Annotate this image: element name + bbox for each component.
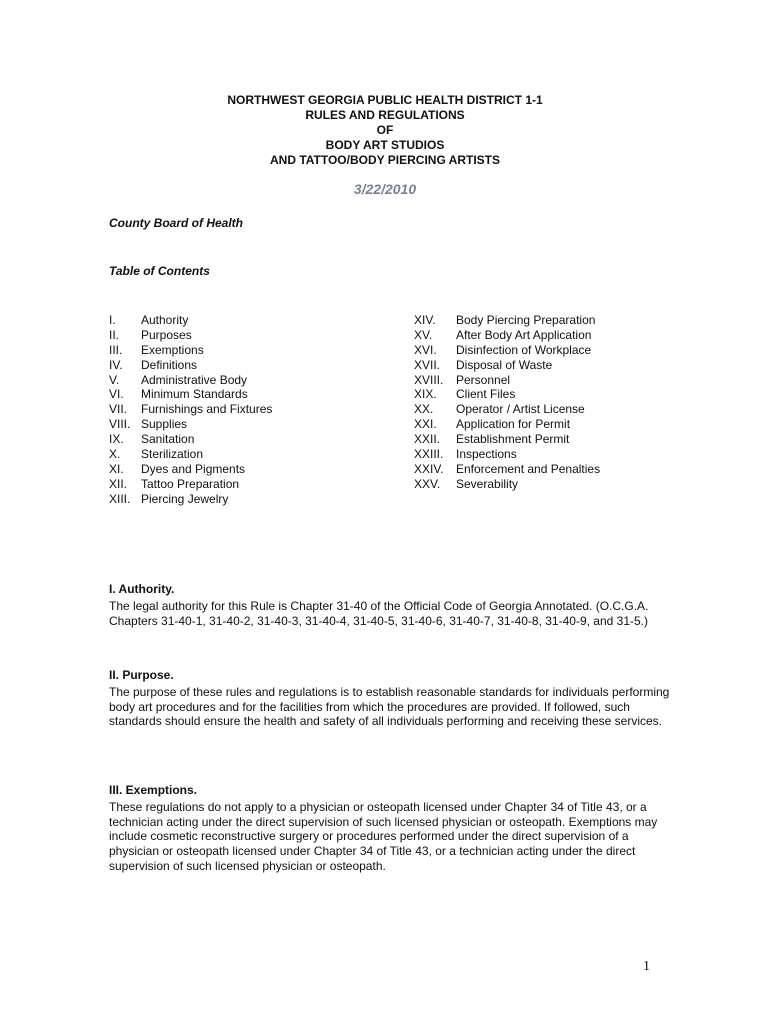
toc-entry-number: XXI.: [414, 417, 437, 432]
toc-entry-title: Client Files: [456, 387, 516, 402]
toc-entry-title: Tattoo Preparation: [141, 476, 240, 491]
toc-entry-title: Purposes: [141, 327, 192, 342]
toc-entry-title: Sterilization: [141, 447, 204, 462]
toc-entry-number: XI.: [109, 461, 124, 476]
section-body: These regulations do not apply to a physician or osteopath licensed under Chapter 34 of Title 43, or a technician acting under the direct supervision of such licensed physician or osteopath. Exemptions may include cosmetic reconstructive surgery or procedures performed under the direct supervision of a physician or osteopath licensed under Chapter 34 of Title 43, or a technician acting under the direct supervision of such licensed physician or osteopath.: [109, 799, 658, 873]
toc-entry-number: XIII.: [109, 491, 131, 506]
toc-entry-title: Severability: [456, 476, 519, 491]
toc-entry-number: XXIV.: [414, 461, 444, 476]
toc-entry-number: XVII.: [414, 357, 441, 372]
section-body: The purpose of these rules and regulations is to establish reasonable standards for individuals performing body art procedures and for the facilities from which the procedures are provided. If followed, such standards should ensure the health and safety of all individuals performing and receiving these services.: [109, 684, 670, 729]
toc-entry-number: III.: [109, 342, 123, 357]
section-heading: II. Purpose.: [109, 668, 174, 682]
toc-entry-number: IV.: [109, 357, 123, 372]
toc-entry-number: XXV.: [414, 476, 441, 491]
toc-entry-number: X.: [109, 447, 121, 462]
toc-entry-number: XXIII.: [414, 447, 444, 462]
board-name: County Board of Health: [109, 216, 243, 230]
toc-entry-title: After Body Art Application: [456, 327, 592, 342]
toc-entry-title: Sanitation: [141, 432, 195, 447]
toc-entry-number: XVI.: [414, 342, 437, 357]
toc-entry-title: Disposal of Waste: [456, 357, 553, 372]
toc-entry-title: Definitions: [141, 357, 198, 372]
document-title: [0, 93, 770, 168]
toc-entry-title: Supplies: [141, 417, 188, 432]
title-line: NORTHWEST GEORGIA PUBLIC HEALTH DISTRICT 1-1: [227, 93, 543, 107]
toc-entry-title: Enforcement and Penalties: [456, 461, 601, 476]
page-number: 1: [643, 959, 650, 974]
title-line: RULES AND REGULATIONS: [305, 108, 465, 122]
toc-entry-number: VI.: [109, 387, 124, 402]
title-line: AND TATTOO/BODY PIERCING ARTISTS: [269, 153, 500, 167]
toc-entry-title: Minimum Standards: [141, 387, 248, 402]
toc-entry-title: Operator / Artist License: [456, 402, 585, 417]
toc-entry-number: I.: [109, 313, 116, 327]
section-authority: [109, 582, 679, 628]
toc-entry-number: V.: [109, 372, 120, 387]
toc-entry-title: Exemptions: [141, 342, 204, 357]
section-body: The legal authority for this Rule is Chapter 31-40 of the Official Code of Georgia Annotated. (O.C.G.A. Chapters 31-40-1, 31-40-2, 31-40-3, 31-40-4, 31-40-5, 31-40-6, 31-40-7, 31-40-8, 31-40-9, and 31-5.): [109, 598, 649, 628]
section-heading: I. Authority.: [109, 582, 175, 596]
toc-entry-number: XX.: [414, 402, 434, 417]
toc-entry-title: Personnel: [456, 372, 511, 387]
document-date: 3/22/2010: [353, 181, 417, 197]
toc-entry-title: Body Piercing Preparation: [456, 313, 596, 327]
toc-entry-number: VIII.: [109, 417, 131, 432]
toc-entry-number: IX.: [109, 432, 124, 447]
toc-entry-title: Inspections: [456, 447, 517, 462]
section-purpose: [109, 668, 679, 729]
section-exemptions: [109, 783, 679, 874]
toc-entry-title: Piercing Jewelry: [141, 491, 229, 506]
toc-entry-number: XIV.: [414, 313, 436, 327]
toc-entry-number: II.: [109, 327, 120, 342]
toc-entry-title: Establishment Permit: [456, 432, 570, 447]
toc-entry-number: VII.: [109, 402, 128, 417]
toc-entry-title: Disinfection of Workplace: [456, 342, 592, 357]
section-heading: III. Exemptions.: [109, 783, 198, 797]
title-line: BODY ART STUDIOS: [325, 138, 445, 152]
toc-entry-number: XXII.: [414, 432, 441, 447]
title-line: OF: [376, 123, 394, 137]
toc-entry-number: XII.: [109, 476, 128, 491]
toc-entry-number: XVIII.: [414, 372, 444, 387]
toc-heading: Table of Contents: [109, 264, 210, 278]
toc-entry-title: Dyes and Pigments: [141, 461, 246, 476]
toc-entry-title: Furnishings and Fixtures: [141, 402, 273, 417]
toc-entry-number: XV.: [414, 327, 433, 342]
toc-entry-title: Authority: [141, 313, 189, 327]
toc-entry-title: Administrative Body: [141, 372, 248, 387]
toc-entry-title: Application for Permit: [456, 417, 571, 432]
toc-entry-number: XIX.: [414, 387, 437, 402]
